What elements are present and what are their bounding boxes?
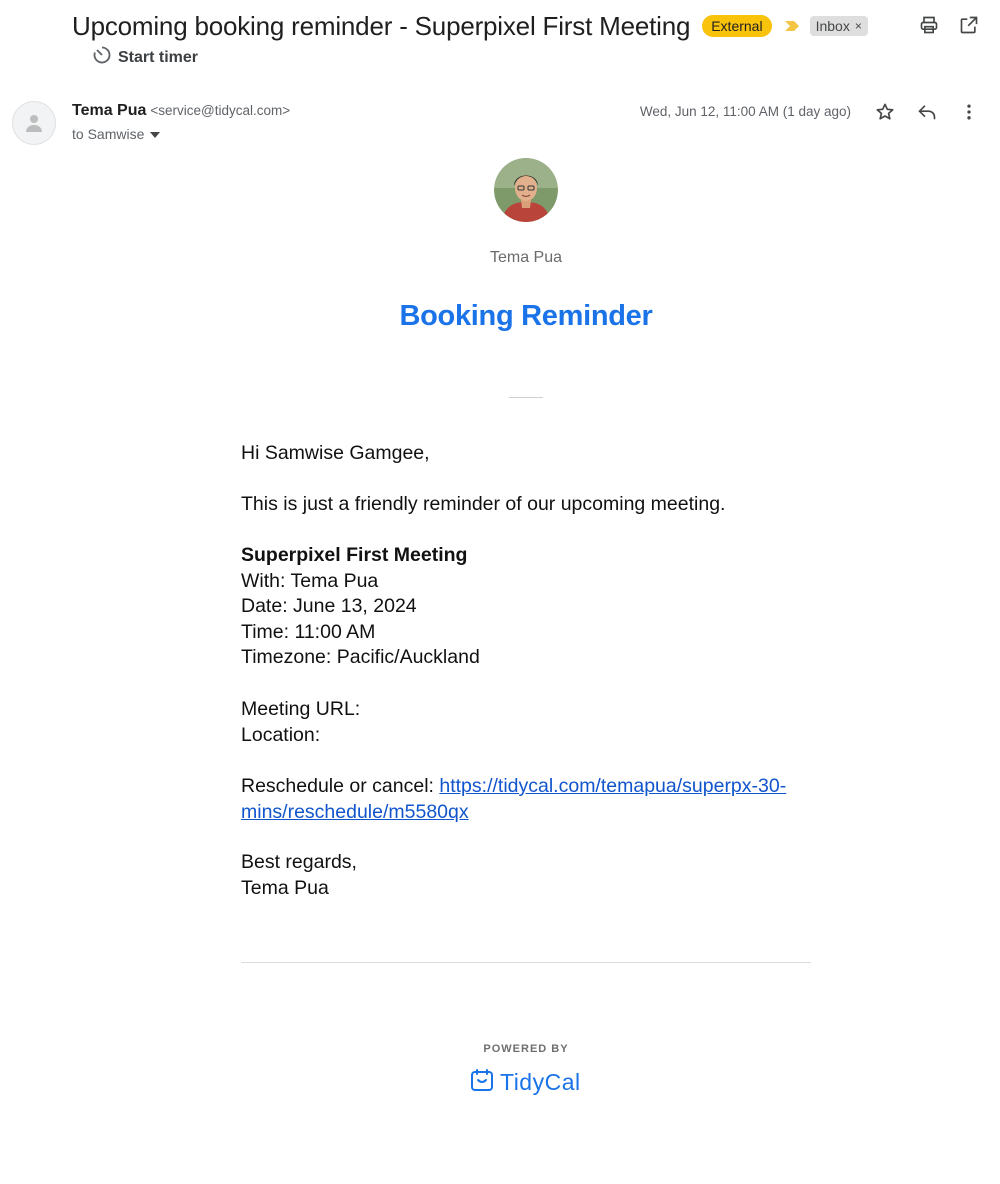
open-in-new-icon[interactable] (958, 14, 980, 36)
closing-text: Best regards, (241, 851, 357, 873)
reschedule-block (241, 774, 811, 825)
signature: Tema Pua (241, 876, 329, 899)
powered-by-label: POWERED BY (483, 1043, 569, 1055)
inbox-label-text: Inbox (815, 18, 850, 34)
reschedule-label: Reschedule or cancel: (241, 775, 440, 797)
sender-avatar[interactable] (12, 101, 56, 145)
print-icon[interactable] (918, 14, 940, 36)
external-label: External (702, 15, 771, 37)
more-vert-icon[interactable] (958, 101, 980, 123)
inbox-label (810, 16, 868, 36)
start-timer-button[interactable] (92, 45, 198, 70)
meeting-url-label: Meeting URL: (241, 698, 361, 720)
meeting-details (241, 543, 811, 671)
recipient-text: to Samwise (72, 126, 145, 142)
intro-text: This is just a friendly reminder of our upcoming meeting. (241, 493, 726, 515)
start-timer-label: Start timer (118, 48, 199, 66)
recipient-details-toggle[interactable] (72, 125, 160, 143)
calendar-icon (470, 1068, 494, 1097)
meeting-time: Time: 11:00 AM (241, 620, 376, 643)
sender-email: <service@tidycal.com> (150, 103, 291, 118)
chevron-down-icon (150, 125, 160, 143)
reschedule-link[interactable]: https://tidycal.com/temapua/superpx-30-mins/reschedule/m5580qx (241, 775, 787, 823)
sender-info (72, 102, 290, 120)
thread-actions (918, 14, 980, 36)
organizer-name: Tema Pua (489, 249, 563, 266)
greeting: Hi Samwise Gamgee, (241, 442, 430, 464)
timer-icon (92, 45, 112, 70)
closing-block (241, 850, 811, 901)
meeting-with: With: Tema Pua (241, 569, 379, 592)
location-label: Location: (241, 723, 321, 746)
message-actions (874, 101, 980, 123)
brand-name: TidyCal (500, 1069, 581, 1095)
tidycal-logo[interactable] (470, 1068, 581, 1097)
remove-label-icon[interactable]: × (854, 19, 862, 33)
email-subject: Upcoming booking reminder - Superpixel First Meeting (72, 10, 691, 41)
sender-name[interactable]: Tema Pua (72, 102, 147, 119)
importance-marker-icon[interactable] (784, 19, 800, 33)
email-heading: Booking Reminder (399, 300, 653, 332)
divider (509, 397, 543, 398)
message-date: Wed, Jun 12, 11:00 AM (1 day ago) (639, 104, 851, 119)
organizer-photo (494, 158, 558, 222)
meeting-timezone: Timezone: Pacific/Auckland (241, 646, 480, 669)
reply-icon[interactable] (916, 101, 938, 123)
meeting-location-block (241, 697, 811, 748)
subject-row (72, 8, 868, 44)
footer-divider (241, 962, 811, 963)
star-icon[interactable] (874, 101, 896, 123)
meeting-date: Date: June 13, 2024 (241, 595, 417, 618)
meeting-title: Superpixel First Meeting (241, 544, 468, 566)
